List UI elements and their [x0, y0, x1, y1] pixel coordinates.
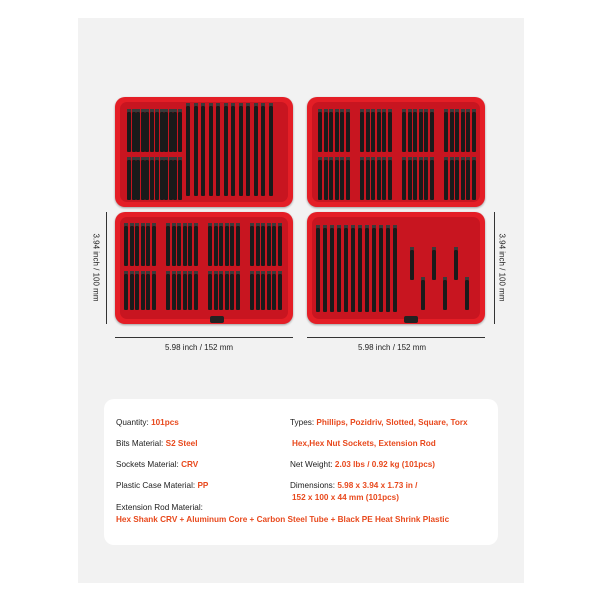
- bit-icon: [146, 226, 150, 266]
- bit-icon: [455, 160, 459, 200]
- types-row-2: Hex,Hex Nut Sockets, Extension Rod: [292, 439, 436, 448]
- left-latch: [210, 316, 224, 323]
- bit-icon: [346, 112, 350, 152]
- bit-icon: [173, 160, 177, 200]
- bit-icon: [344, 228, 348, 312]
- bit-icon: [239, 106, 243, 196]
- bit-icon: [194, 274, 198, 310]
- right-height-line: [494, 212, 495, 324]
- net-weight-row: Net Weight: 2.03 lbs / 0.92 kg (101pcs): [290, 460, 436, 469]
- bit-icon: [360, 112, 364, 152]
- bit-icon: [178, 112, 182, 152]
- bit-icon: [466, 160, 470, 200]
- bit-icon: [379, 228, 383, 312]
- socket-icon: [410, 250, 414, 280]
- bit-icon: [329, 160, 333, 200]
- bit-icon: [136, 160, 140, 200]
- bit-icon: [337, 228, 341, 312]
- bit-icon: [127, 160, 131, 200]
- bit-icon: [141, 226, 145, 266]
- bit-icon: [236, 274, 240, 310]
- dimensions-row: Dimensions: 5.98 x 3.94 x 1.73 in /: [290, 481, 418, 490]
- bit-icon: [225, 226, 229, 266]
- bit-icon: [256, 274, 260, 310]
- bit-icon: [466, 112, 470, 152]
- bits-material-row: Bits Material: S2 Steel: [116, 439, 198, 448]
- bit-icon: [246, 106, 250, 196]
- bit-icon: [166, 274, 170, 310]
- bit-icon: [164, 112, 168, 152]
- bit-icon: [408, 112, 412, 152]
- bit-icon: [216, 106, 220, 196]
- spec-card: [104, 399, 498, 545]
- bit-icon: [371, 160, 375, 200]
- bit-icon: [261, 226, 265, 266]
- bit-icon: [219, 226, 223, 266]
- bit-icon: [194, 226, 198, 266]
- bit-icon: [335, 112, 339, 152]
- bit-icon: [261, 106, 265, 196]
- bit-icon: [318, 112, 322, 152]
- bit-icon: [382, 112, 386, 152]
- socket-icon: [454, 250, 458, 280]
- bit-icon: [366, 160, 370, 200]
- bit-icon: [169, 112, 173, 152]
- bit-icon: [155, 112, 159, 152]
- bit-icon: [132, 160, 136, 200]
- bit-icon: [393, 228, 397, 312]
- bit-icon: [323, 228, 327, 312]
- bit-icon: [155, 160, 159, 200]
- bit-icon: [358, 228, 362, 312]
- bit-icon: [388, 160, 392, 200]
- bit-icon: [150, 112, 154, 152]
- bit-icon: [419, 112, 423, 152]
- bit-icon: [236, 226, 240, 266]
- bit-icon: [183, 274, 187, 310]
- bit-icon: [209, 106, 213, 196]
- bit-icon: [177, 226, 181, 266]
- socket-icon: [443, 280, 447, 310]
- bit-icon: [455, 112, 459, 152]
- right-latch: [404, 316, 418, 323]
- quantity-row: Quantity: 101pcs: [116, 418, 179, 427]
- sockets-material-row: Sockets Material: CRV: [116, 460, 199, 469]
- bit-icon: [329, 112, 333, 152]
- bit-icon: [135, 274, 139, 310]
- bit-icon: [208, 274, 212, 310]
- bit-icon: [194, 106, 198, 196]
- bit-icon: [230, 274, 234, 310]
- bit-icon: [127, 112, 131, 152]
- bit-icon: [173, 112, 177, 152]
- bit-icon: [351, 228, 355, 312]
- bit-icon: [146, 274, 150, 310]
- bit-icon: [377, 160, 381, 200]
- bit-icon: [136, 112, 140, 152]
- dimensions-row-2: 152 x 100 x 44 mm (101pcs): [292, 493, 399, 502]
- bit-icon: [261, 274, 265, 310]
- bit-icon: [172, 226, 176, 266]
- bit-icon: [141, 274, 145, 310]
- bit-icon: [335, 160, 339, 200]
- bit-icon: [267, 274, 271, 310]
- bit-icon: [386, 228, 390, 312]
- bit-icon: [152, 226, 156, 266]
- extension-rod-value: Hex Shank CRV + Aluminum Core + Carbon Steel Tube + Black PE Heat Shrink Plastic: [116, 515, 450, 524]
- bit-icon: [430, 112, 434, 152]
- bit-icon: [340, 160, 344, 200]
- bit-icon: [272, 274, 276, 310]
- bit-icon: [269, 106, 273, 196]
- left-height-line: [106, 212, 107, 324]
- bit-icon: [419, 160, 423, 200]
- bit-icon: [318, 160, 322, 200]
- bit-icon: [346, 160, 350, 200]
- bit-icon: [402, 112, 406, 152]
- bit-icon: [424, 160, 428, 200]
- bit-icon: [152, 274, 156, 310]
- bit-icon: [177, 274, 181, 310]
- left-height-label: 3.94 inch / 100 mm: [91, 233, 101, 302]
- bit-icon: [145, 112, 149, 152]
- bit-icon: [145, 160, 149, 200]
- right-width-line: [307, 337, 485, 338]
- bit-icon: [461, 112, 465, 152]
- bit-icon: [371, 112, 375, 152]
- bit-icon: [130, 226, 134, 266]
- bit-icon: [230, 226, 234, 266]
- bit-icon: [444, 112, 448, 152]
- bit-icon: [169, 160, 173, 200]
- bit-icon: [472, 160, 476, 200]
- right-height-label: 3.94 inch / 100 mm: [497, 233, 507, 302]
- left-width-line: [115, 337, 293, 338]
- bit-icon: [186, 106, 190, 196]
- bit-icon: [188, 226, 192, 266]
- bit-icon: [141, 160, 145, 200]
- extension-rod-label: Extension Rod Material:: [116, 503, 203, 512]
- bit-icon: [250, 274, 254, 310]
- bit-icon: [360, 160, 364, 200]
- bit-icon: [450, 160, 454, 200]
- bit-icon: [132, 112, 136, 152]
- bit-icon: [377, 112, 381, 152]
- bit-icon: [324, 112, 328, 152]
- bit-icon: [214, 226, 218, 266]
- bit-icon: [208, 226, 212, 266]
- bit-icon: [150, 160, 154, 200]
- bit-icon: [382, 160, 386, 200]
- bit-icon: [424, 112, 428, 152]
- bit-icon: [172, 274, 176, 310]
- bit-icon: [164, 160, 168, 200]
- bit-icon: [408, 160, 412, 200]
- right-width-label: 5.98 inch / 152 mm: [358, 343, 427, 352]
- bit-icon: [130, 274, 134, 310]
- bit-icon: [254, 106, 258, 196]
- bit-icon: [365, 228, 369, 312]
- bit-icon: [160, 160, 164, 200]
- left-width-label: 5.98 inch / 152 mm: [165, 343, 234, 352]
- bit-icon: [316, 228, 320, 312]
- socket-icon: [421, 280, 425, 310]
- bit-icon: [278, 274, 282, 310]
- bit-icon: [324, 160, 328, 200]
- bit-icon: [224, 106, 228, 196]
- bit-icon: [250, 226, 254, 266]
- bit-icon: [231, 106, 235, 196]
- bit-icon: [256, 226, 260, 266]
- bit-icon: [166, 226, 170, 266]
- bit-icon: [366, 112, 370, 152]
- bit-icon: [450, 112, 454, 152]
- bit-icon: [472, 112, 476, 152]
- bit-icon: [278, 226, 282, 266]
- bit-icon: [461, 160, 465, 200]
- bit-icon: [444, 160, 448, 200]
- bit-icon: [160, 112, 164, 152]
- bit-icon: [267, 226, 271, 266]
- bit-icon: [219, 274, 223, 310]
- bit-icon: [124, 226, 128, 266]
- bit-icon: [183, 226, 187, 266]
- bit-icon: [124, 274, 128, 310]
- bit-icon: [214, 274, 218, 310]
- bit-icon: [272, 226, 276, 266]
- bit-icon: [430, 160, 434, 200]
- bit-icon: [135, 226, 139, 266]
- bit-icon: [141, 112, 145, 152]
- bit-icon: [388, 112, 392, 152]
- bit-icon: [413, 160, 417, 200]
- socket-icon: [465, 280, 469, 310]
- bit-icon: [413, 112, 417, 152]
- types-row: Types: Phillips, Pozidriv, Slotted, Square, Torx: [290, 418, 468, 427]
- bit-icon: [188, 274, 192, 310]
- bit-icon: [330, 228, 334, 312]
- bit-icon: [225, 274, 229, 310]
- bit-icon: [340, 112, 344, 152]
- bit-icon: [178, 160, 182, 200]
- plastic-case-row: Plastic Case Material: PP: [116, 481, 209, 490]
- bit-icon: [372, 228, 376, 312]
- bit-icon: [201, 106, 205, 196]
- bit-icon: [402, 160, 406, 200]
- socket-icon: [432, 250, 436, 280]
